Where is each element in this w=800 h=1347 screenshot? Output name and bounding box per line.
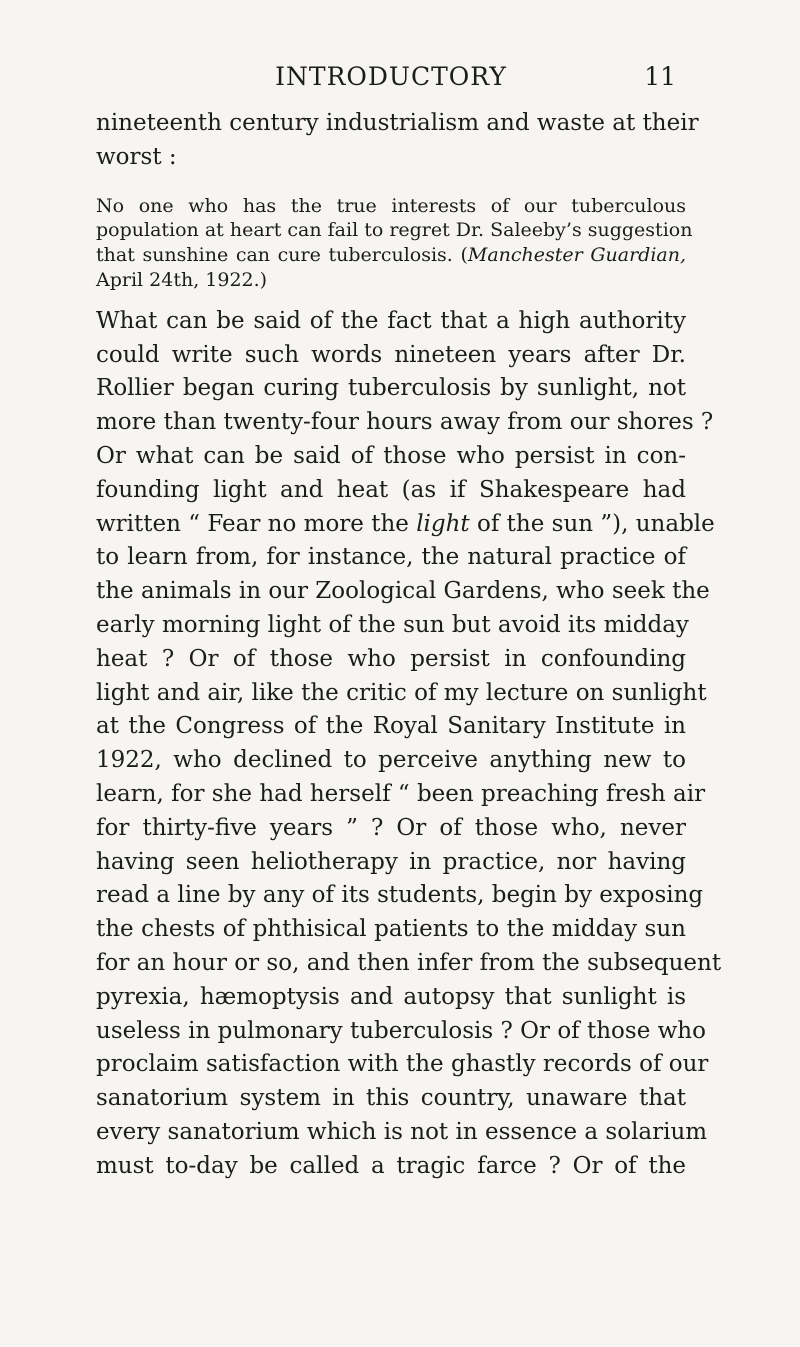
text-line: useless in pulmonary tuberculosis ? Or of those who	[96, 1017, 706, 1044]
source-date: April 24th, 1922.)	[96, 268, 268, 291]
text-line: early morning light of the sun but avoid its midday	[96, 611, 689, 638]
quote-line: No one who has the true interests of our tuberculous	[96, 194, 686, 217]
text-line: founding light and heat (as if Shakespeare had	[96, 476, 686, 503]
text-line: nineteenth century industrialism and waste at their	[96, 110, 699, 136]
text-line: for an hour or so, and then infer from the subsequent	[96, 949, 722, 976]
block-quote	[96, 194, 693, 293]
text-line: the animals in our Zoological Gardens, who seek the	[96, 578, 710, 605]
text-line: pyrexia, hæmoptysis and autopsy that sunlight is	[96, 983, 686, 1010]
text-line: for thirty-five years ” ? Or of those who, never	[96, 814, 686, 841]
text-line: the chests of phthisical patients to the midday sun	[96, 916, 686, 943]
text-fragment: written “ Fear no more the	[96, 510, 417, 537]
main-paragraph	[96, 305, 722, 1184]
quote-line-with-source	[96, 243, 686, 268]
running-title: INTRODUCTORY	[275, 62, 507, 91]
quote-text: that sunshine can cure tuberculosis.	[96, 244, 453, 267]
text-line: could write such words nineteen years after Dr.	[96, 341, 686, 368]
text-line: more than twenty-four hours away from our shores ?	[96, 409, 714, 436]
source-open: (	[460, 244, 468, 267]
text-line: proclaim satisfaction with the ghastly records of our	[96, 1051, 709, 1078]
text-line: What can be said of the fact that a high authority	[96, 307, 686, 334]
text-fragment: of the sun ”), unable	[469, 510, 715, 537]
italic-word: light	[416, 510, 470, 537]
text-line: read a line by any of its students, begin by exposing	[96, 882, 704, 909]
text-line: every sanatorium which is not in essence a solarium	[96, 1118, 708, 1145]
paragraph-continued	[96, 107, 699, 175]
text-line: Or what can be said of those who persist in con-	[96, 442, 686, 469]
page-number: 11	[644, 62, 676, 91]
text-line: light and air, like the critic of my lecture on sunlight	[96, 679, 707, 706]
running-head	[96, 62, 686, 98]
body-text	[96, 107, 722, 1184]
text-line: sanatorium system in this country, unaware that	[96, 1085, 686, 1112]
text-line: worst :	[96, 143, 177, 170]
text-line: heat ? Or of those who persist in confounding	[96, 645, 686, 672]
text-line: learn, for she had herself “ been preaching fresh air	[96, 780, 706, 807]
text-line-italic	[96, 508, 715, 542]
text-line: 1922, who declined to perceive anything new to	[96, 747, 686, 774]
text-line: at the Congress of the Royal Sanitary Institute in	[96, 713, 686, 740]
text-line: to learn from, for instance, the natural practice of	[96, 544, 686, 571]
text-line: having seen heliotherapy in practice, nor having	[96, 848, 686, 875]
text-line: must to-day be called a tragic farce ? Or of the	[96, 1152, 686, 1179]
text-line: Rollier began curing tuberculosis by sunlight, not	[96, 375, 686, 402]
quote-line: population at heart can fail to regret Dr. Saleeby’s suggestion	[96, 219, 693, 242]
source-title: Manchester Guardian,	[467, 244, 687, 267]
